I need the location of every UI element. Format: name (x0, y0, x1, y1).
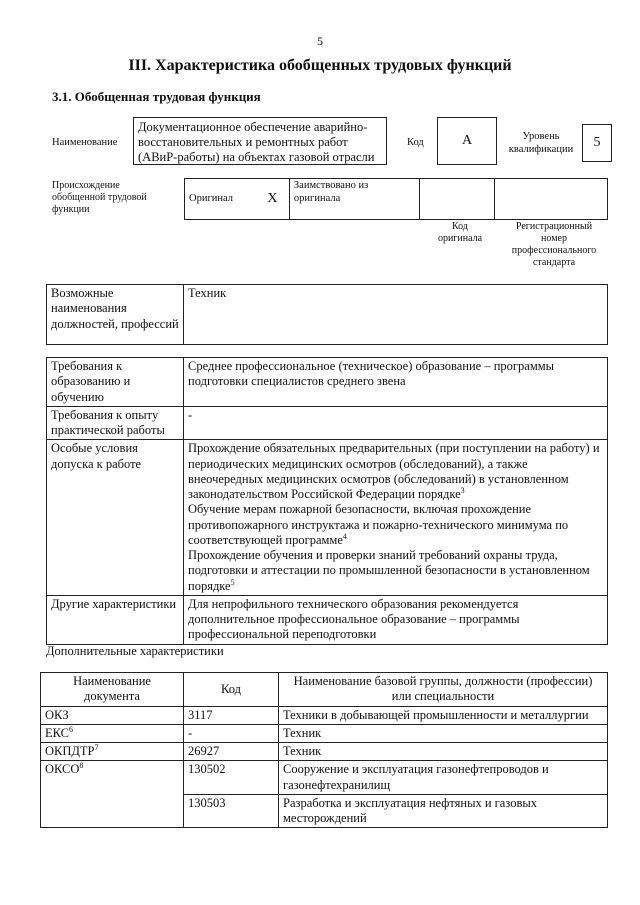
row-code: 26927 (184, 743, 279, 761)
req-conditions-label: Особые условия допуска к работе (47, 440, 184, 596)
req-conditions-p1: Прохождение обязательных предварительных (при поступлении на работу) и периодических медицинских осмотров (обследований), а также внеочередных медицинских осмотров (обследований) в установленном законодательством Российской Федерации порядке (188, 441, 600, 501)
naming-value-box (133, 117, 387, 165)
req-education-value: Среднее профессиональное (техническое) образование – программы подготовки специалистов среднего звена (184, 358, 608, 407)
subsection-title: 3.1. Обобщенная трудовая функция (52, 89, 261, 104)
additional-table (40, 672, 608, 828)
positions-table (46, 284, 608, 345)
footnote-8: 8 (79, 761, 84, 771)
row-name: Техник (279, 743, 608, 761)
row-code: - (184, 724, 279, 742)
req-experience-label: Требования к опыту практической работы (47, 406, 184, 440)
row-name: Техник (279, 724, 608, 742)
reg-number-label: Регистрационный номер профессионального стандарта (511, 221, 597, 268)
row-code: 3117 (184, 706, 279, 724)
origin-label: Происхождение обобщенной трудовой функции (52, 180, 147, 215)
original-label: Оригинал (185, 179, 256, 220)
code-value: А (437, 117, 497, 165)
additional-title: Дополнительные характеристики (46, 644, 224, 658)
row-code: 130502 (184, 761, 279, 795)
header-document: Наименование документа (41, 673, 184, 707)
row-name: Разработка и эксплуатация нефтяных и газовых месторождений (279, 794, 608, 828)
row-name: Сооружение и эксплуатация газонефтепроводов и газонефтехранилищ (279, 761, 608, 795)
positions-label: Возможные наименования должностей, профессий (47, 285, 184, 345)
origin-table (184, 178, 608, 220)
level-label: Уровень квалификации (508, 131, 574, 155)
code-original-cell (420, 179, 495, 220)
row-doc: ЕКС$^6$ (41, 724, 184, 742)
req-conditions-p3: Прохождение обучения и проверки знаний требований охраны труда, подготовки и аттестации по промышленной безопасности в установленном порядке (188, 548, 590, 593)
req-experience-value: - (184, 406, 608, 440)
positions-value: Техник (184, 285, 608, 345)
footnote-3: 3 (460, 485, 465, 495)
level-value: 5 (582, 124, 612, 162)
page-number: 5 (317, 34, 323, 48)
footnote-6: 6 (69, 724, 73, 734)
req-conditions-p2: Обучение мерам пожарной безопасности, включая прохождение противопожарного инструктажа и пожарно-технического минимума по соответствующей программе (188, 502, 569, 547)
naming-label: Наименование (52, 137, 118, 148)
requirements-table (46, 357, 608, 645)
req-conditions-value (184, 440, 608, 596)
table-row (41, 761, 608, 795)
header-name: Наименование базовой группы, должности (профессии) или специальности (279, 673, 608, 707)
row-doc: ОКЗ (41, 706, 184, 724)
table-row (41, 706, 608, 724)
footnote-4: 4 (342, 531, 347, 541)
req-other-value: Для непрофильного технического образования рекомендуется дополнительное профессиональное образование – программы профессиональной переподготовки (184, 595, 608, 644)
row-doc: ОКСО$^8$ (41, 761, 184, 828)
section-title: III. Характеристика обобщенных трудовых функций (128, 57, 512, 74)
req-education-label: Требования к образованию и обучению (47, 358, 184, 407)
req-other-label: Другие характеристики (47, 595, 184, 644)
naming-value: Документационное обеспечение аварийно-восстановительных и ремонтных работ (АВиР-работы) на объектах газовой отрасли (138, 120, 375, 164)
code-label: Код (407, 137, 424, 148)
original-mark: X (256, 179, 290, 220)
row-doc: ОКПДТР$^7$ (41, 743, 184, 761)
footnote-5: 5 (230, 577, 235, 587)
row-code: 130503 (184, 794, 279, 828)
footnote-7: 7 (94, 742, 99, 752)
code-original-label: Код оригинала (437, 221, 483, 244)
borrowed-label: Заимствовано из оригинала (289, 179, 419, 220)
row-name: Техники в добывающей промышленности и металлургии (279, 706, 608, 724)
reg-number-cell (495, 179, 608, 220)
table-row (41, 743, 608, 761)
header-code: Код (184, 673, 279, 707)
table-row (41, 724, 608, 742)
